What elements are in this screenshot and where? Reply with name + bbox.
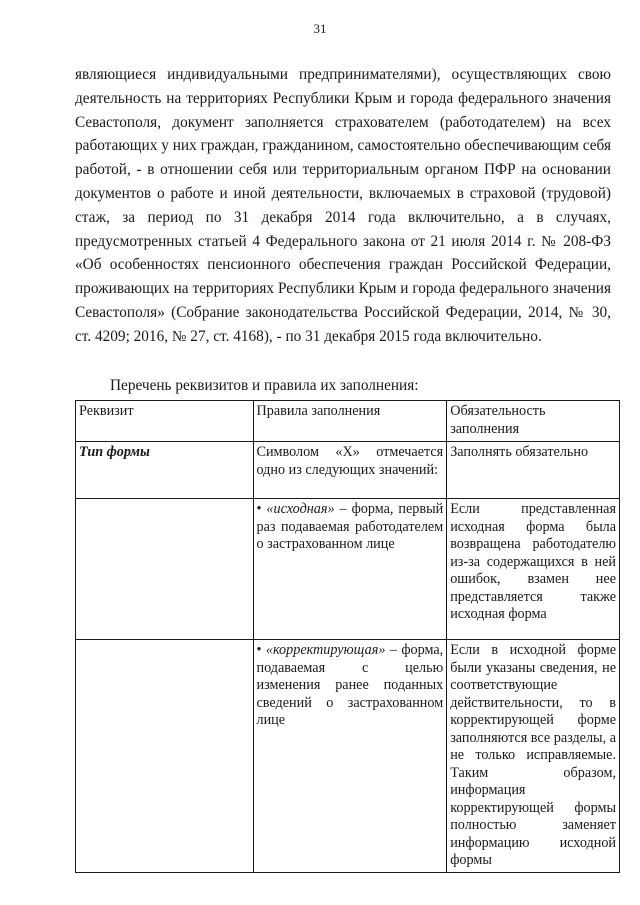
table-caption: Перечень реквизитов и правила их заполнения:	[110, 377, 419, 394]
paragraph-line: работающих у них граждан, гражданином, самостоятельно обеспечивающим себя	[75, 137, 611, 155]
bullet-icon: •	[256, 642, 262, 658]
paragraph-line: проживающих на территориях Республики Крым и города федерального значения	[75, 280, 611, 298]
table-header-row	[76, 401, 620, 442]
paragraph-line: Севастополя» (Собрание законодательства Российской Федерации, 2014, № 30,	[75, 303, 611, 321]
form-type-term: «корректирующая»	[265, 642, 386, 658]
table-row	[76, 442, 620, 499]
rule-cell	[253, 499, 447, 640]
rule-text: – форма, первый раз подаваемая работодателем о застрахованном лице	[256, 501, 444, 552]
header-obligation: Обязательность заполнения	[447, 401, 620, 442]
rule-cell: Символом «Х» отмечается одно из следующих значений:	[253, 442, 447, 499]
paragraph-line: предусмотренных статьей 4 Федерального закона от 21 июля 2014 г. № 208-ФЗ	[75, 232, 611, 250]
page-number: 31	[313, 21, 327, 36]
requisite-cell	[76, 499, 254, 640]
paragraph-line: стаж, за период по 31 декабря 2014 года включительно, а в случаях,	[75, 208, 611, 226]
form-type-term: «исходная»	[266, 501, 335, 517]
body-paragraph	[75, 63, 611, 349]
obligation-cell: Если представленная исходная форма была возвращена работодателю из-за содержащихся в ней ошибок, взамен нее представляется также исходная форма	[447, 499, 620, 640]
paragraph-line: ст. 4209; 2016, № 27, ст. 4168), - по 31 декабря 2015 года включительно.	[75, 327, 542, 345]
rule-cell	[253, 640, 447, 873]
paragraph-line: работой, - в отношении себя или территориальным органом ПФР на основании	[75, 161, 611, 179]
paragraph-line: документов о работе и иной деятельности, включаемых в страховой (трудовой)	[75, 184, 611, 202]
paragraph-line: являющиеся индивидуальными предпринимателями), осуществляющих свою	[75, 66, 611, 83]
paragraph-line: «Об особенностях пенсионного обеспечения граждан Российской Федерации,	[75, 256, 611, 274]
rule-text: – форма, подаваемая с целью изменения ранее поданных сведений о застрахованном лице	[256, 642, 444, 728]
requisites-table	[75, 400, 620, 873]
table-row	[76, 499, 620, 640]
obligation-cell: Заполнять обязательно	[447, 442, 620, 499]
requisite-cell	[76, 640, 254, 873]
header-requisite: Реквизит	[76, 401, 254, 442]
obligation-cell: Если в исходной форме были указаны сведения, не соответствующие действительности, то в корректирующей форме заполняются все разделы, а не только исправляемые. Таким образом, информация корректирующей формы полностью заменяет информацию исходной формы	[447, 640, 620, 873]
requisite-cell: Тип формы	[76, 442, 254, 499]
header-rules: Правила заполнения	[253, 401, 447, 442]
table-row	[76, 640, 620, 873]
paragraph-line: Севастополя, документ заполняется страхователем (работодателем) на всех	[75, 113, 611, 131]
bullet-icon: •	[256, 501, 262, 517]
paragraph-line: деятельность на территориях Республики Крым и города федерального значения	[75, 89, 611, 107]
